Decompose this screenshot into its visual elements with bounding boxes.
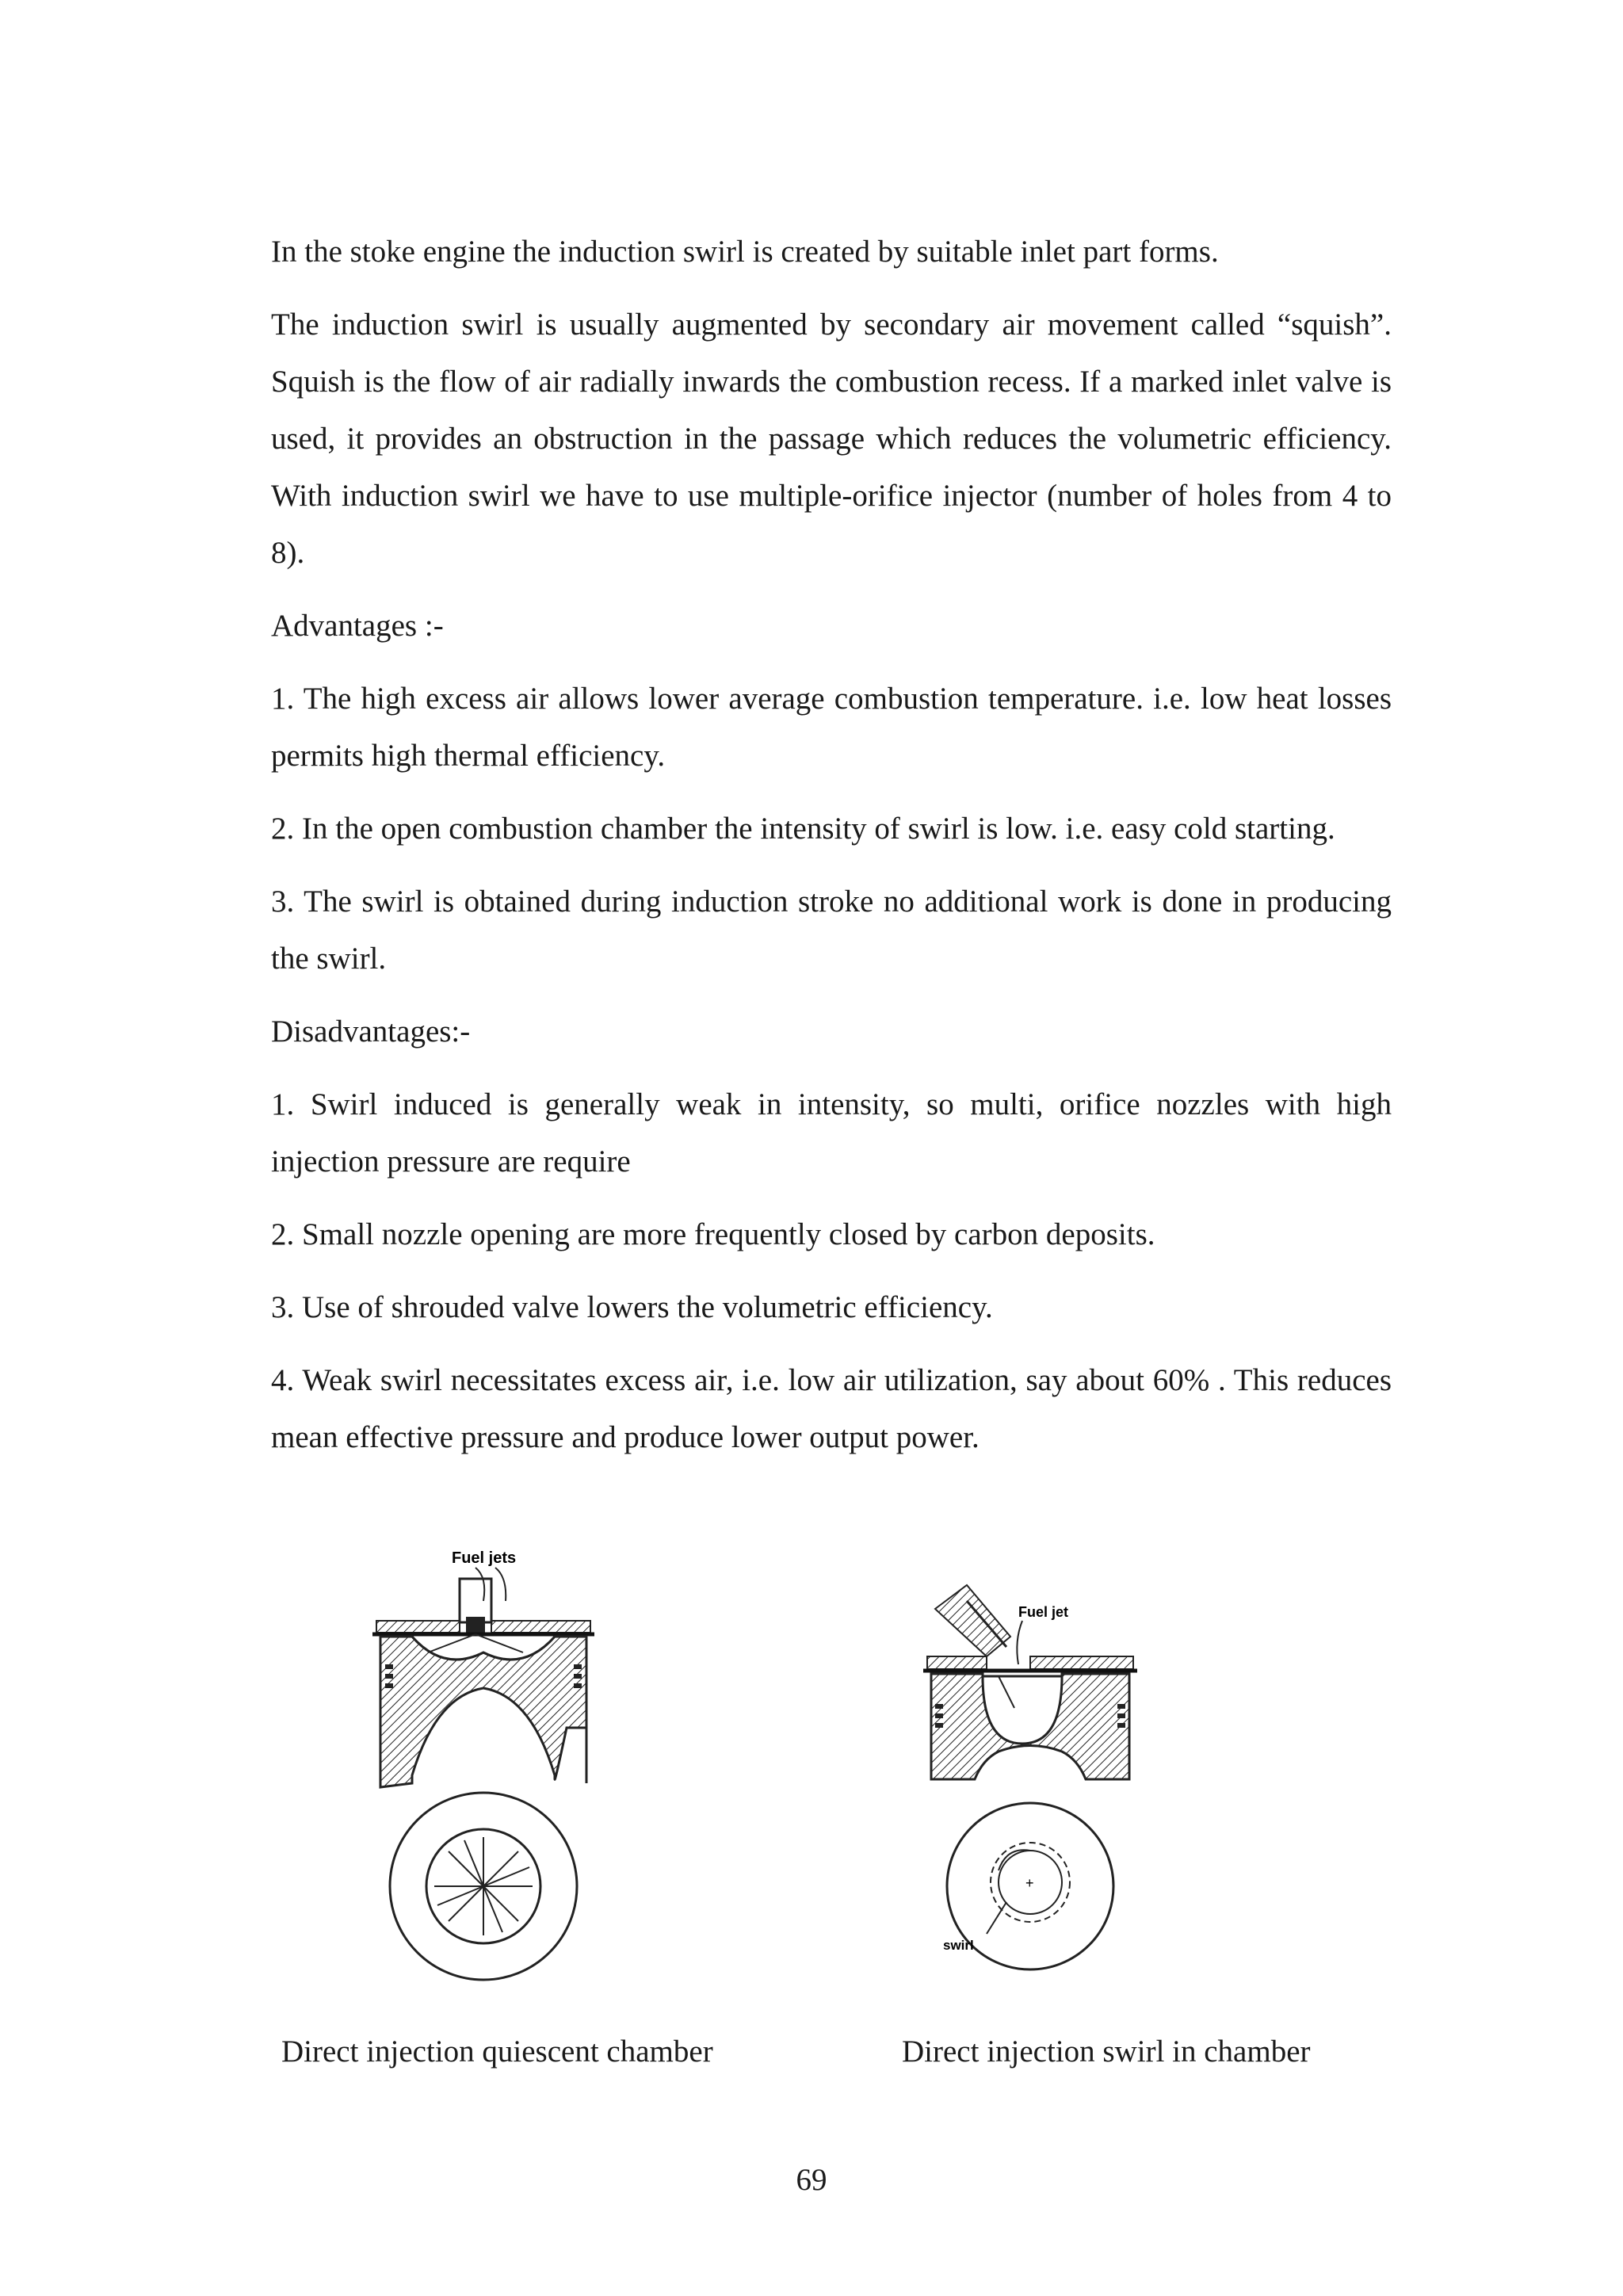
fuel-jet-label: Fuel jet — [1018, 1604, 1069, 1620]
swirl-label: swirl — [943, 1938, 974, 1953]
fuel-jets-label: Fuel jets — [452, 1549, 517, 1567]
heading-advantages: Advantages :- — [271, 609, 444, 643]
heading-disadvantages: Disadvantages:- — [271, 1014, 471, 1049]
paragraph-intro: In the stoke engine the induction swirl is created by suitable inlet part forms. — [271, 235, 1219, 269]
page-number: 69 — [796, 2163, 827, 2197]
disadvantage-item-3: 3. Use of shrouded valve lowers the volumetric efficiency. — [271, 1290, 993, 1324]
body-text — [271, 223, 1392, 1466]
disadvantage-item-4: 4. Weak swirl necessitates excess air, i.e. low air utilization, say about 60% . This reduces mean effective pressure and produce lower output power. — [271, 1363, 1392, 1454]
caption-quiescent: Direct injection quiescent chamber — [281, 2034, 713, 2069]
disadvantage-item-1: 1. Swirl induced is generally weak in intensity, so multi, orifice nozzles with high injection pressure are require — [271, 1087, 1392, 1179]
advantage-item-3: 3. The swirl is obtained during induction stroke no additional work is done in producing the swirl. — [271, 884, 1392, 976]
quiescent-chamber-figure — [365, 1545, 618, 1997]
disadvantage-item-2: 2. Small nozzle opening are more frequently closed by carbon deposits. — [271, 1217, 1155, 1251]
swirl-chamber-figure — [919, 1577, 1157, 1981]
center-mark: + — [1025, 1875, 1034, 1891]
advantage-item-2: 2. In the open combustion chamber the intensity of swirl is low. i.e. easy cold starting. — [271, 812, 1335, 846]
advantage-item-1: 1. The high excess air allows lower average combustion temperature. i.e. low heat losses permits high thermal efficiency. — [271, 682, 1392, 773]
caption-swirl: Direct injection swirl in chamber — [902, 2034, 1311, 2069]
paragraph-squish: The induction swirl is usually augmented by secondary air movement called “squish”. Squish is the flow of air radially inwards the combustion recess. If a marked inlet valve is used, it provides an obstruction in the passage which reduces the volumetric efficiency. With induction swirl we have to use multiple-orifice injector (number of holes from 4 to 8). — [271, 308, 1392, 570]
